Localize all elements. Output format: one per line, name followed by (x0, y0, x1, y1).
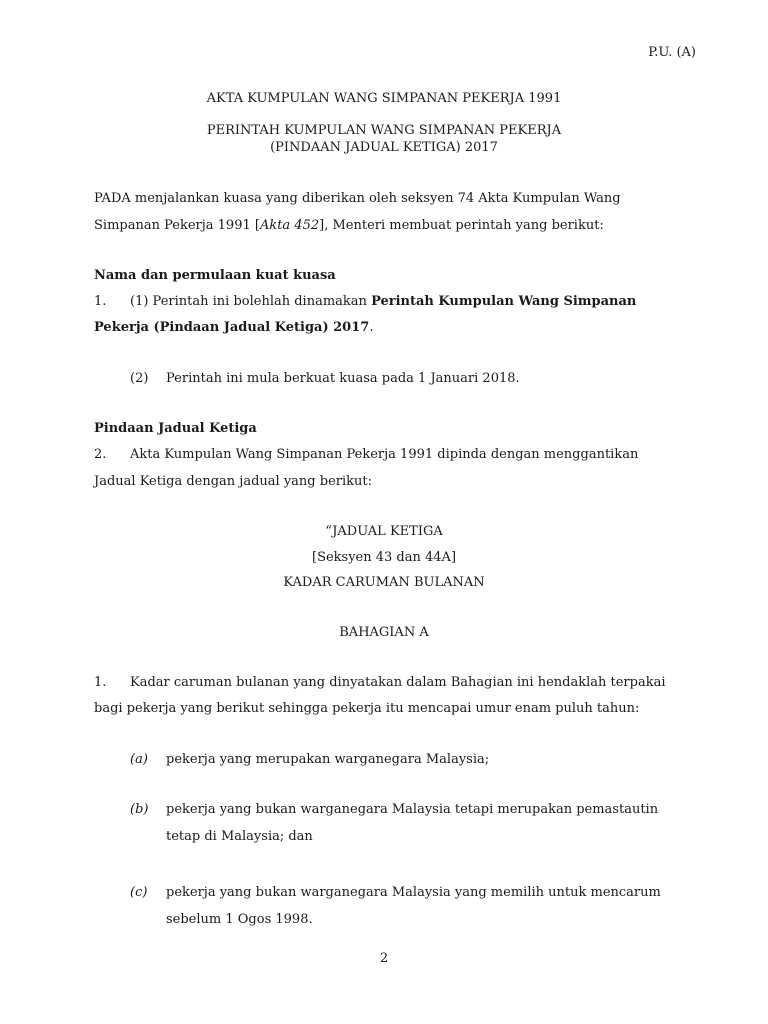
sub1-end: . (369, 320, 374, 335)
item-a-label: (a) (130, 752, 148, 767)
section2-line2: Jadual Ketiga dengan jadual yang berikut: (94, 474, 372, 489)
schedule-part: BAHAGIAN A (339, 625, 429, 640)
item-c-line1: pekerja yang bukan warganegara Malaysia yang memilih untuk mencarum (166, 885, 661, 900)
subsection-marker: (1) (130, 294, 149, 309)
schedule-sections: Seksyen 43 dan 44A (317, 550, 451, 565)
preamble-line2 (94, 217, 604, 235)
schedule-subtitle: KADAR CARUMAN BULANAN (283, 575, 485, 590)
schedule-para-line1: Kadar caruman bulanan yang dinyatakan dalam Bahagian ini hendaklah terpakai (130, 675, 666, 690)
section1-sub2-text: Perintah ini mula berkuat kuasa pada 1 Januari 2018. (166, 371, 520, 386)
act-title: AKTA KUMPULAN WANG SIMPANAN PEKERJA 1991 (206, 91, 562, 106)
document-reference: P.U. (A) (648, 45, 696, 60)
section1-heading: Nama dan permulaan kuat kuasa (94, 268, 336, 283)
item-c-label: (c) (130, 885, 148, 900)
order-title-line1: PERINTAH KUMPULAN WANG SIMPANAN PEKERJA (206, 123, 562, 138)
order-name-bold-2: Pekerja (Pindaan Jadual Ketiga) 2017 (94, 320, 370, 335)
preamble-line1: PADA menjalankan kuasa yang diberikan oleh seksyen 74 Akta Kumpulan Wang (94, 191, 621, 206)
preamble-text-a: Simpanan Pekerja 1991 [ (94, 218, 260, 233)
section1-sub1-line2 (94, 319, 373, 337)
preamble-text-b: ], Menteri membuat perintah yang berikut: (319, 218, 604, 233)
item-c-line2: sebelum 1 Ogos 1998. (166, 912, 313, 927)
section2-line1: Akta Kumpulan Wang Simpanan Pekerja 1991 dipinda dengan menggantikan (130, 447, 639, 462)
act-number-citation: Akta 452 (259, 218, 320, 233)
item-b-line2: tetap di Malaysia; dan (166, 829, 313, 844)
item-b-line1: pekerja yang bukan warganegara Malaysia tetapi merupakan pemastautin (166, 802, 659, 817)
section2-number: 2. (94, 447, 107, 462)
schedule-reference (0, 549, 768, 567)
bracket-open: [ (311, 550, 318, 565)
page-number: 2 (379, 951, 389, 966)
section2-heading: Pindaan Jadual Ketiga (94, 421, 257, 436)
section1-sub1-line1 (130, 293, 636, 311)
schedule-para-number: 1. (94, 675, 107, 690)
item-a-line1: pekerja yang merupakan warganegara Malaysia; (166, 752, 490, 767)
bracket-close: ] (450, 550, 457, 565)
item-b-label: (b) (130, 802, 149, 817)
section1-sub2-marker: (2) (130, 371, 149, 386)
order-name-bold-1: Perintah Kumpulan Wang Simpanan (371, 294, 637, 309)
schedule-para-line2: bagi pekerja yang berikut sehingga pekerja itu mencapai umur enam puluh tahun: (94, 701, 640, 716)
section1-number: 1. (94, 294, 107, 309)
schedule-title: “JADUAL KETIGA (325, 524, 443, 539)
order-title-line2: (PINDAAN JADUAL KETIGA) 2017 (270, 140, 498, 155)
sub1-text: Perintah ini bolehlah dinamakan (148, 294, 372, 309)
